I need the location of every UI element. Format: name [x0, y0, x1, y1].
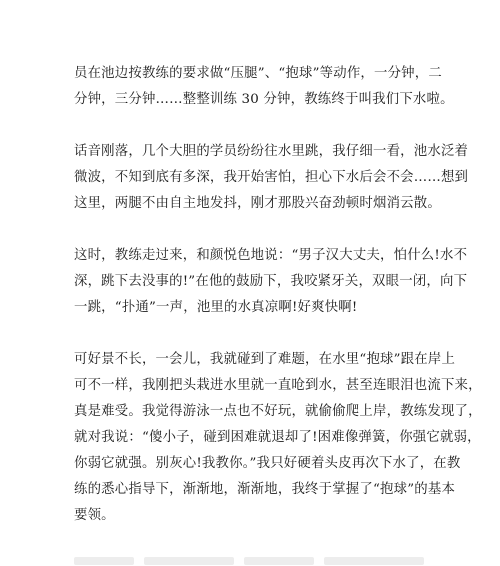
- text-line: 微波，不知到底有多深，我开始害怕，担心下水后会不会……想到: [74, 170, 469, 185]
- text-line: 可不一样，我刚把头栽进水里就一直呛到水，甚至连眼泪也流下来，: [74, 378, 482, 393]
- text-line: 要领。: [74, 508, 115, 523]
- text-line: 深，跳下去没事的!”在他的鼓励下，我咬紧牙关，双眼一闭，向下: [74, 274, 468, 289]
- text-line: 可好景不长，一会儿，我就碰到了难题，在水里“抱球”跟在岸上: [74, 352, 456, 367]
- text-line: 练的悉心指导下，渐渐地，渐渐地，我终于掌握了“抱球”的基本: [74, 482, 456, 497]
- text-line: 你弱它就强。别灰心!我教你。”我只好硬着头皮再次下水了，在教: [74, 456, 461, 471]
- text-line: 话音刚落，几个大胆的学员纷纷往水里跳，我仔细一看，池水泛着: [74, 144, 469, 159]
- text-line: 分钟，三分钟……整整训练 30 分钟，教练终于叫我们下水啦。: [74, 92, 454, 107]
- faded-next-line: [74, 554, 426, 566]
- text-line: 真是难受。我觉得游泳一点也不好玩，就偷偷爬上岸，教练发现了，: [74, 404, 482, 419]
- text-line: 员在池边按教练的要求做“压腿”、“抱球”等动作，一分钟，二: [74, 66, 442, 81]
- text-line: 这里，两腿不由自主地发抖，刚才那股兴奋劲顿时烟消云散。: [74, 196, 441, 211]
- text-line: 就对我说：“傻小子，碰到困难就退却了!困难像弹簧，你强它就弱，: [74, 430, 481, 445]
- text-line: 一跳，“扑通”一声，池里的水真凉啊!好爽快啊!: [74, 300, 358, 315]
- text-line: 这时，教练走过来，和颜悦色地说：“男子汉大丈夫，怕什么!水不: [74, 248, 468, 263]
